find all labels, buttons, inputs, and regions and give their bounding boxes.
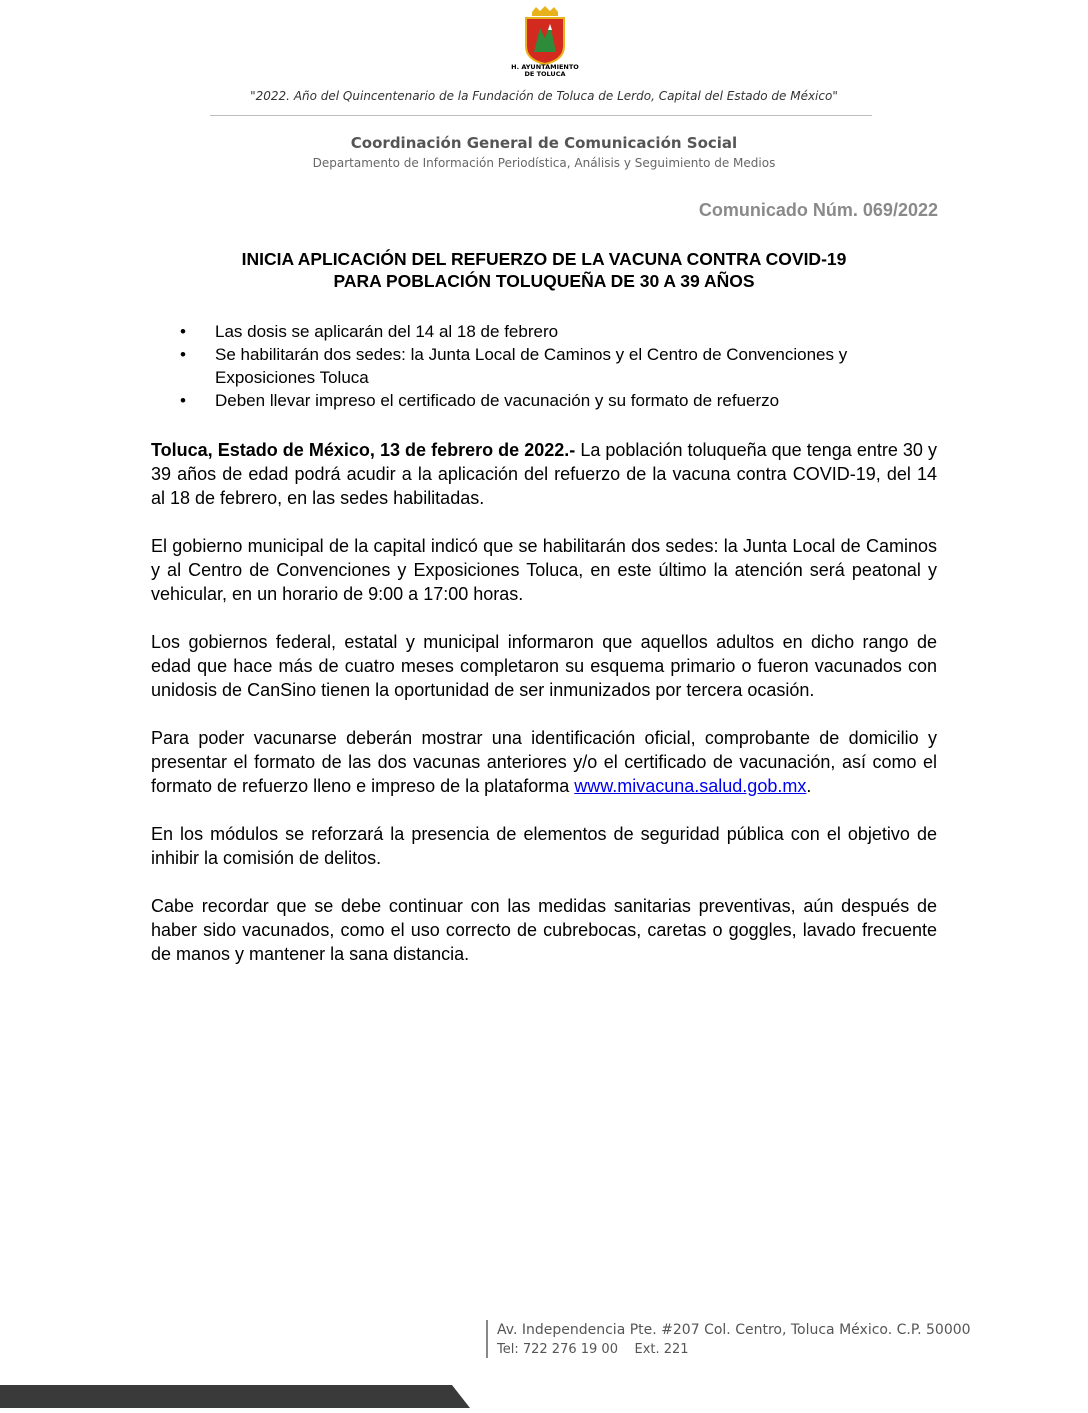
paragraph-4-end: .: [806, 776, 812, 796]
header-divider: [210, 115, 872, 116]
paragraph-5: En los módulos se reforzará la presencia de elementos de seguridad pública con el objetivo de inhibir la comisión de delitos.: [151, 824, 937, 868]
coordination-title: Coordinación General de Comunicación Social: [350, 134, 738, 152]
bullet-dot-icon: •: [180, 322, 186, 341]
department-subtitle: Departamento de Información Periodística, Análisis y Seguimiento de Medios: [312, 156, 776, 170]
logo-caption-line2: DE TOLUCA: [524, 70, 566, 78]
logo-caption: [495, 64, 595, 78]
article-body: [151, 438, 937, 990]
paragraph-4-text: Para poder vacunarse deberán mostrar una identificación oficial, comprobante de domicilio y presentar el formato de las dos vacunas anteriores y/o el certificado de vacunación, así como el formato de refuerzo lleno e impreso de la plataforma: [151, 728, 937, 796]
bullet-item: [180, 320, 940, 343]
header-motto: "2022. Año del Quincentenario de la Fundación de Toluca de Lerdo, Capital del Estado de México": [250, 89, 838, 103]
mivacuna-link[interactable]: www.mivacuna.salud.gob.mx: [574, 776, 807, 796]
bullet-item: [180, 343, 940, 389]
paragraph-1-text: La población toluqueña que tenga entre 30 y 39 años de edad podrá acudir a la aplicación del refuerzo de la vacuna contra COVID-19, del 14 al 18 de febrero, en las sedes habilitadas.: [151, 440, 938, 508]
headline-line2: PARA POBLACIÓN TOLUQUEÑA DE 30 A 39 AÑOS: [333, 271, 755, 291]
paragraph-2: El gobierno municipal de la capital indicó que se habilitarán dos sedes: la Junta Local de Caminos y al Centro de Convenciones y Exposiciones Toluca, en este último la atención será peatonal y vehicular, en un horario de 9:00 a 17:00 horas.: [151, 536, 937, 604]
paragraph-3: Los gobiernos federal, estatal y municipal informaron que aquellos adultos en dicho rango de edad que hace más de cuatro meses completaron su esquema primario o fueron vacunados con unidosis de CanSino tienen la oportunidad de ser inmunizados por tercera ocasión.: [151, 632, 937, 700]
logo-caption-line1: H. AYUNTAMIENTO: [511, 63, 579, 71]
summary-bullet-list: [180, 320, 940, 412]
headline-line1: INICIA APLICACIÓN DEL REFUERZO DE LA VACUNA CONTRA COVID-19: [241, 249, 847, 269]
bullet-text: Se habilitarán dos sedes: la Junta Local de Caminos y el Centro de Convenciones y Exposiciones Toluca: [215, 345, 848, 387]
footer-address: Av. Independencia Pte. #207 Col. Centro, Toluca México. C.P. 50000: [497, 1322, 971, 1338]
communique-number: Comunicado Núm. 069/2022: [698, 200, 938, 220]
bullet-item: [180, 389, 940, 412]
footer-divider: [486, 1320, 488, 1358]
bullet-text: Deben llevar impreso el certificado de vacunación y su formato de refuerzo: [215, 391, 780, 410]
paragraph-4: [151, 726, 937, 798]
paragraph-6: Cabe recordar que se debe continuar con las medidas sanitarias preventivas, aún después de haber sido vacunados, como el uso correcto de cubrebocas, caretas o goggles, lavado frecuente de manos y mantener la sana distancia.: [151, 896, 937, 964]
footer-phone: Tel: 722 276 19 00 Ext. 221: [497, 1342, 689, 1357]
headline: [150, 248, 938, 292]
bullet-text: Las dosis se aplicarán del 14 al 18 de febrero: [215, 322, 559, 341]
bullet-dot-icon: •: [180, 391, 186, 410]
footer-stripe: [0, 1385, 470, 1408]
bullet-dot-icon: •: [180, 345, 186, 364]
dateline: Toluca, Estado de México, 13 de febrero de 2022.-: [151, 440, 576, 460]
paragraph-1: [151, 438, 937, 510]
